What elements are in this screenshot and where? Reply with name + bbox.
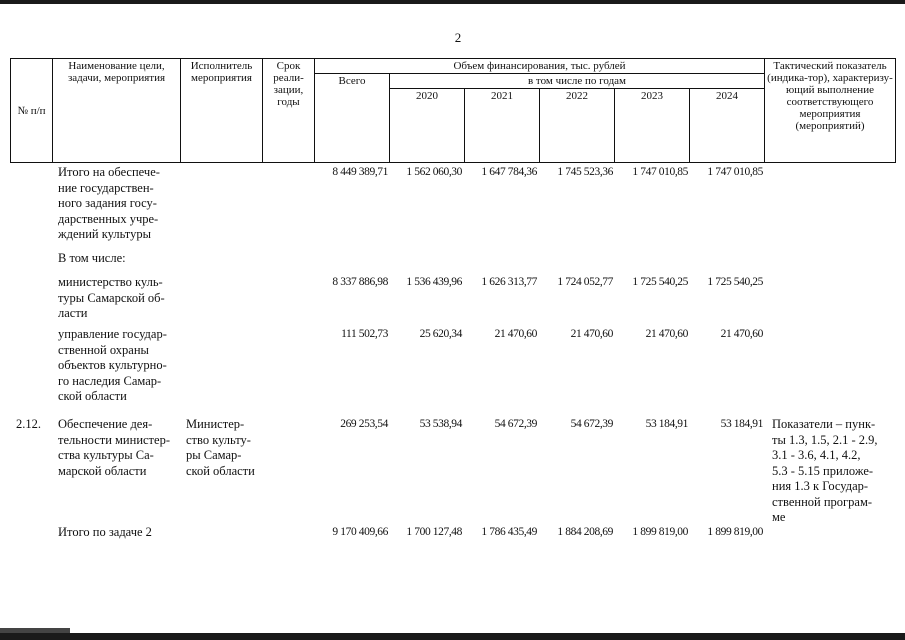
total-value: 269 253,54 — [340, 418, 388, 430]
header-year: 2024 — [690, 89, 765, 163]
row-index: 2.12. — [16, 417, 41, 431]
year-value: 1 647 784,36 — [481, 166, 537, 178]
total-value: 9 170 409,66 — [332, 526, 388, 538]
year-value: 53 184,91 — [720, 418, 763, 430]
row-name: министерство куль- туры Самарской об- ласти — [58, 275, 165, 320]
row-name: Обеспечение дея- тельности министер- ства культуры Са- марской области — [58, 417, 170, 478]
year-value: 21 470,60 — [645, 328, 688, 340]
header-term: Срок реали-зации, годы — [263, 59, 315, 163]
header-num: № п/п — [11, 59, 53, 163]
header-by-years: в том числе по годам — [390, 74, 765, 89]
year-value: 1 884 208,69 — [557, 526, 613, 538]
year-value: 1 747 010,85 — [632, 166, 688, 178]
total-value: 111 502,73 — [341, 328, 388, 340]
table-body — [10, 165, 895, 625]
year-value: 21 470,60 — [570, 328, 613, 340]
year-value: 25 620,34 — [419, 328, 462, 340]
year-value: 1 747 010,85 — [707, 166, 763, 178]
header-executor: Исполнитель мероприятия — [181, 59, 263, 163]
row-name: Итого на обеспече- ние государствен- ного задания госу- дарственных учре- ждений культуры — [58, 165, 160, 241]
year-value: 1 724 052,77 — [557, 276, 613, 288]
row-executor: Министер- ство культу- ры Самар- ской области — [186, 417, 255, 478]
year-value: 53 538,94 — [419, 418, 462, 430]
header-year: 2021 — [465, 89, 540, 163]
year-value: 1 899 819,00 — [707, 526, 763, 538]
year-value: 1 725 540,25 — [707, 276, 763, 288]
year-value: 1 562 060,30 — [406, 166, 462, 178]
total-value: 8 449 389,71 — [332, 166, 388, 178]
year-value: 53 184,91 — [645, 418, 688, 430]
table-header — [10, 58, 896, 163]
header-year: 2023 — [615, 89, 690, 163]
bottom-scan-border — [0, 633, 905, 640]
header-year: 2020 — [390, 89, 465, 163]
year-value: 1 745 523,36 — [557, 166, 613, 178]
year-value: 1 899 819,00 — [632, 526, 688, 538]
year-value: 1 786 435,49 — [481, 526, 537, 538]
year-value: 54 672,39 — [494, 418, 537, 430]
year-value: 21 470,60 — [720, 328, 763, 340]
row-name: В том числе: — [58, 251, 126, 265]
page-number: 2 — [454, 30, 462, 45]
year-value: 54 672,39 — [570, 418, 613, 430]
top-scan-border — [0, 0, 905, 4]
year-value: 1 700 127,48 — [406, 526, 462, 538]
year-value: 1 626 313,77 — [481, 276, 537, 288]
row-name: управление государ- ственной охраны объектов культурно- го наследия Самар- ской области — [58, 327, 167, 403]
header-indicator: Тактический показатель (индика-тор), характеризу-ющий выполнение соответствующего мероприятия (мероприятий) — [765, 59, 896, 163]
row-name: Итого по задаче 2 — [58, 525, 152, 539]
row-indicator: Показатели – пунк- ты 1.3, 1.5, 2.1 - 2.9, 3.1 - 3.6, 4.1, 4.2, 5.3 - 5.15 приложе- ния 1.3 к Государ- ственной програм- ме — [772, 417, 878, 524]
header-financing: Объем финансирования, тыс. рублей — [315, 59, 765, 74]
header-year: 2022 — [540, 89, 615, 163]
year-value: 21 470,60 — [494, 328, 537, 340]
total-value: 8 337 886,98 — [332, 276, 388, 288]
year-value: 1 725 540,25 — [632, 276, 688, 288]
year-value: 1 536 439,96 — [406, 276, 462, 288]
header-total: Всего — [315, 74, 390, 163]
header-name: Наименование цели, задачи, мероприятия — [53, 59, 181, 163]
